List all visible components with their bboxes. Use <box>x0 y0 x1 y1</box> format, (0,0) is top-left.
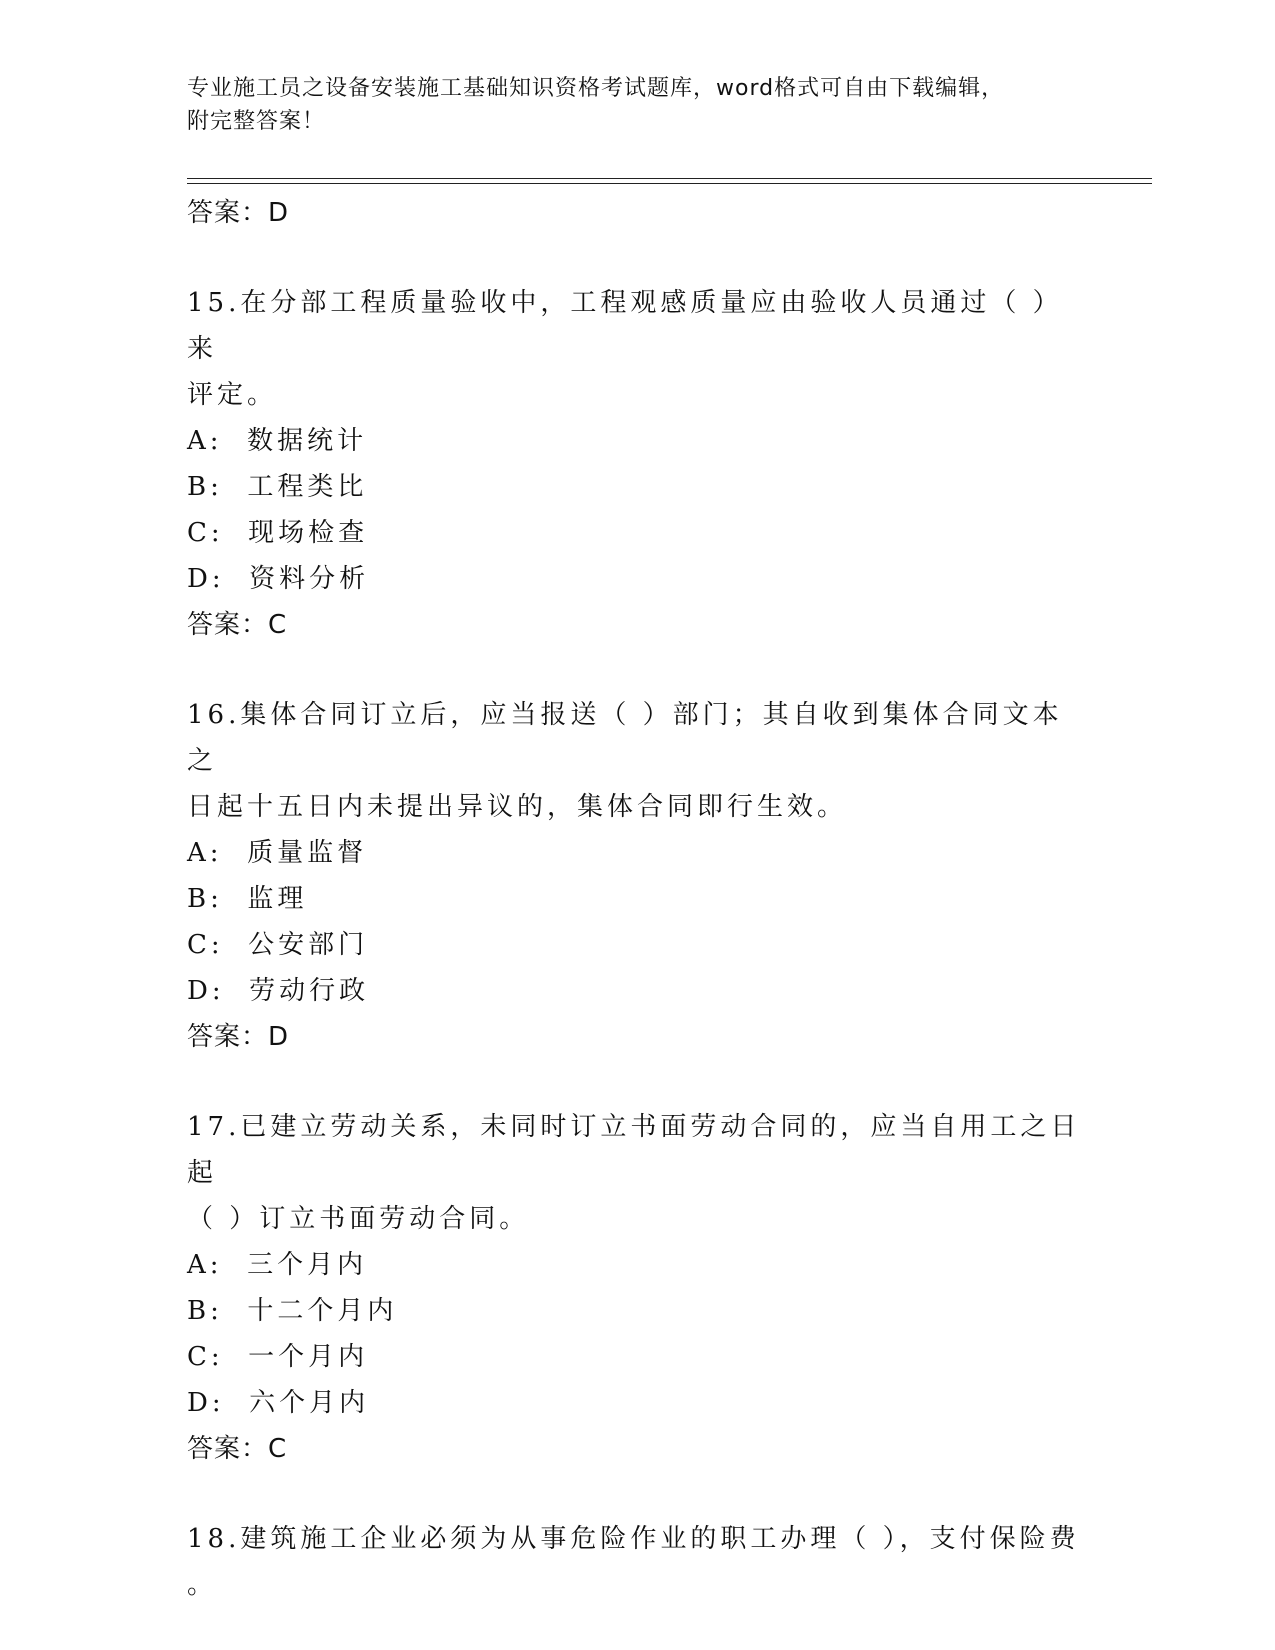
question-block <box>187 1516 1087 1608</box>
question-text-line: 评定。 <box>187 380 278 410</box>
option-a: A: 质量监督 <box>187 838 368 868</box>
header-line-2: 附完整答案！ <box>187 109 326 134</box>
question-list <box>187 190 1087 1608</box>
option-c: C: 公安部门 <box>187 930 369 960</box>
option-b: B: 工程类比 <box>187 472 368 502</box>
option-b: B: 十二个月内 <box>187 1296 398 1326</box>
option-b: B: 监理 <box>187 884 308 914</box>
question-text-line: 。 <box>187 1570 218 1600</box>
option-a: A: 三个月内 <box>187 1250 368 1280</box>
header-divider-top <box>187 178 1152 179</box>
header-line-1: 专业施工员之设备安装施工基础知识资格考试题库，word格式可自由下载编辑， <box>187 76 1005 101</box>
question-text-line: 17.已建立劳动关系，未同时订立书面劳动合同的，应当自用工之日起 <box>187 1112 1081 1188</box>
option-d: D: 资料分析 <box>187 564 370 594</box>
question-text-line: 18.建筑施工企业必须为从事危险作业的职工办理（ ），支付保险费 <box>187 1524 1080 1554</box>
question-text-line: （ ）订立书面劳动合同。 <box>187 1204 530 1234</box>
question-text-line: 15.在分部工程质量验收中，工程观感质量应由验收人员通过（ ）来 <box>187 288 1063 364</box>
answer-line: 答案：D <box>187 1022 290 1052</box>
question-text-line: 日起十五日内未提出异议的，集体合同即行生效。 <box>187 792 848 822</box>
answer-line: 答案：C <box>187 610 288 640</box>
option-d: D: 劳动行政 <box>187 976 370 1006</box>
answer-line: 答案：D <box>187 198 290 228</box>
question-block <box>187 692 1087 1060</box>
answer-line: 答案：C <box>187 1434 288 1464</box>
option-c: C: 一个月内 <box>187 1342 369 1372</box>
question-text-line: 16.集体合同订立后，应当报送（ ）部门；其自收到集体合同文本之 <box>187 700 1063 776</box>
option-d: D: 六个月内 <box>187 1388 370 1418</box>
header-divider-bottom <box>187 183 1152 184</box>
question-block <box>187 1104 1087 1472</box>
option-a: A: 数据统计 <box>187 426 368 456</box>
document-header <box>187 72 1087 138</box>
option-c: C: 现场检查 <box>187 518 369 548</box>
question-block <box>187 280 1087 648</box>
